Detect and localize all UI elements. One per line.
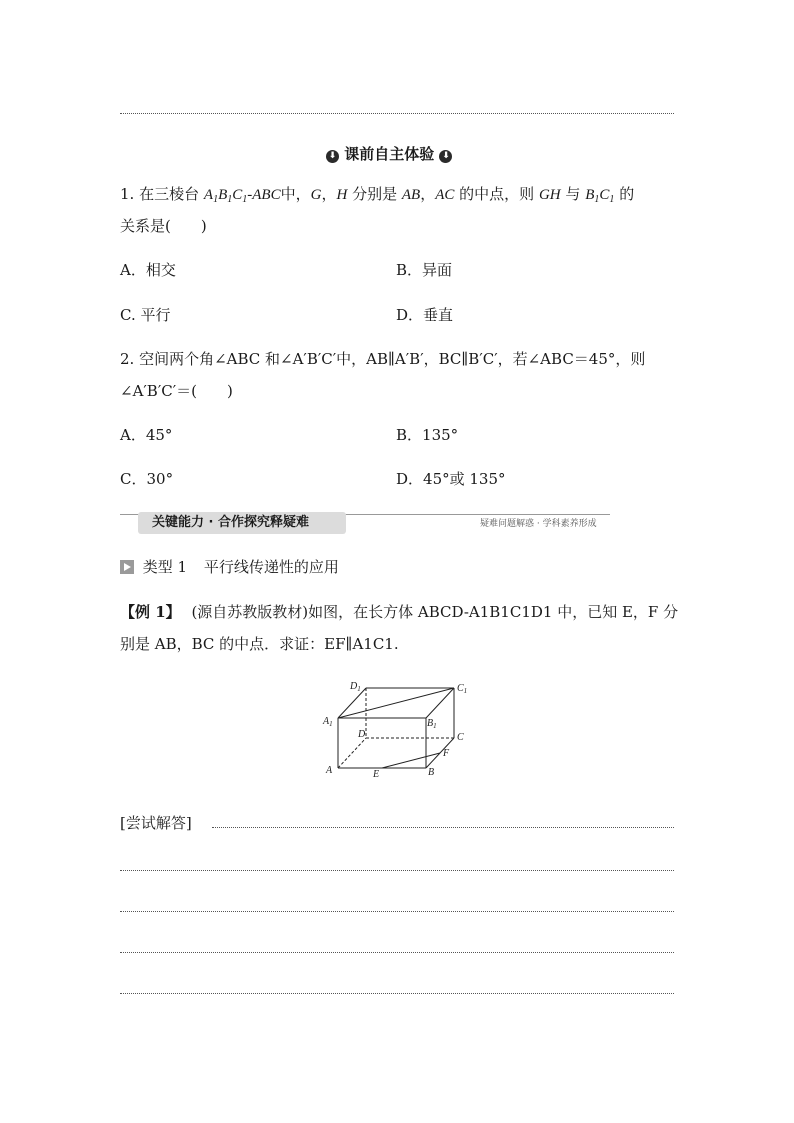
q1-option-d: D．垂直 <box>396 306 454 324</box>
q2-option-c: C．30° <box>120 470 174 488</box>
edge-b1-c1 <box>426 688 454 718</box>
frustum-name: $A_1B_1C_1$-ABC <box>203 187 281 205</box>
type-label: 类型 1 <box>142 558 188 576</box>
top-divider <box>120 113 674 114</box>
label-b1: $B_1$ <box>427 718 437 730</box>
label-e: E <box>373 769 380 780</box>
answer-line-5[interactable] <box>120 993 674 994</box>
example-tag: 【例 1】 <box>120 603 181 621</box>
segment-e-f <box>382 753 440 768</box>
q1-option-b: B．异面 <box>396 261 453 279</box>
section-heading <box>326 143 452 164</box>
down-arrow-icon: ⬇ <box>439 150 452 163</box>
question-1-line-1: 1. 在三棱台 $A_1B_1C_1$-ABC中，G，H 分别是 AB，AC 的中点，则 GH 与 $B_1C_1$ 的 <box>120 185 635 205</box>
diagonal-a1-c1 <box>338 688 454 718</box>
q2-option-d: D．45°或 135° <box>396 470 506 488</box>
label-d: D <box>358 729 366 740</box>
label-c1: $C_1$ <box>457 683 468 695</box>
play-triangle-icon <box>120 560 134 574</box>
label-b: B <box>428 767 435 778</box>
segment-b1c1: $B_1C_1$ <box>585 187 615 205</box>
q2-option-a: A．45° <box>120 426 173 444</box>
section-title: 课前自主体验 <box>344 145 435 163</box>
q1-option-c: C. 平行 <box>120 306 171 324</box>
banner-subtitle: 疑难问题解惑 · 学科素养形成 <box>480 519 597 529</box>
example-1-line-1: 【例 1】 (源自苏教版教材)如图，在长方体 ABCD-A1B1C1D1 中，已知 E，F 分 <box>120 603 679 621</box>
question-2-line-1: 2. 空间两个角∠ABC 和∠A′B′C′中，AB∥A′B′，BC∥B′C′，若∠ABC＝45°，则 <box>120 350 646 368</box>
q2-option-b: B．135° <box>396 426 459 444</box>
label-a: A <box>326 765 333 776</box>
answer-line-3[interactable] <box>120 911 674 912</box>
example-1-line-2: 别是 AB，BC 的中点．求证：EF∥A1C1. <box>120 635 399 653</box>
down-arrow-icon: ⬇ <box>326 150 339 163</box>
edge-a-d <box>338 738 366 768</box>
answer-label: [尝试解答] <box>120 814 192 832</box>
label-d1: $D_1$ <box>350 681 361 693</box>
answer-line-4[interactable] <box>120 952 674 953</box>
answer-line-2[interactable] <box>120 870 674 871</box>
label-c: C <box>457 732 464 743</box>
cuboid-figure <box>322 676 472 784</box>
type-title: 平行线传递性的应用 <box>203 558 339 576</box>
q1-option-a: A．相交 <box>120 261 176 279</box>
banner-title: 关键能力 · 合作探究释疑难 <box>152 515 309 530</box>
question-1-line-2: 关系是( ) <box>120 217 207 235</box>
label-a1: $A_1$ <box>323 716 333 728</box>
edge-a1-d1 <box>338 688 366 718</box>
answer-line-1[interactable] <box>212 827 674 828</box>
question-2-line-2: ∠A′B′C′＝( ) <box>120 382 233 400</box>
type-1-heading <box>120 557 339 577</box>
label-f: F <box>443 748 450 759</box>
